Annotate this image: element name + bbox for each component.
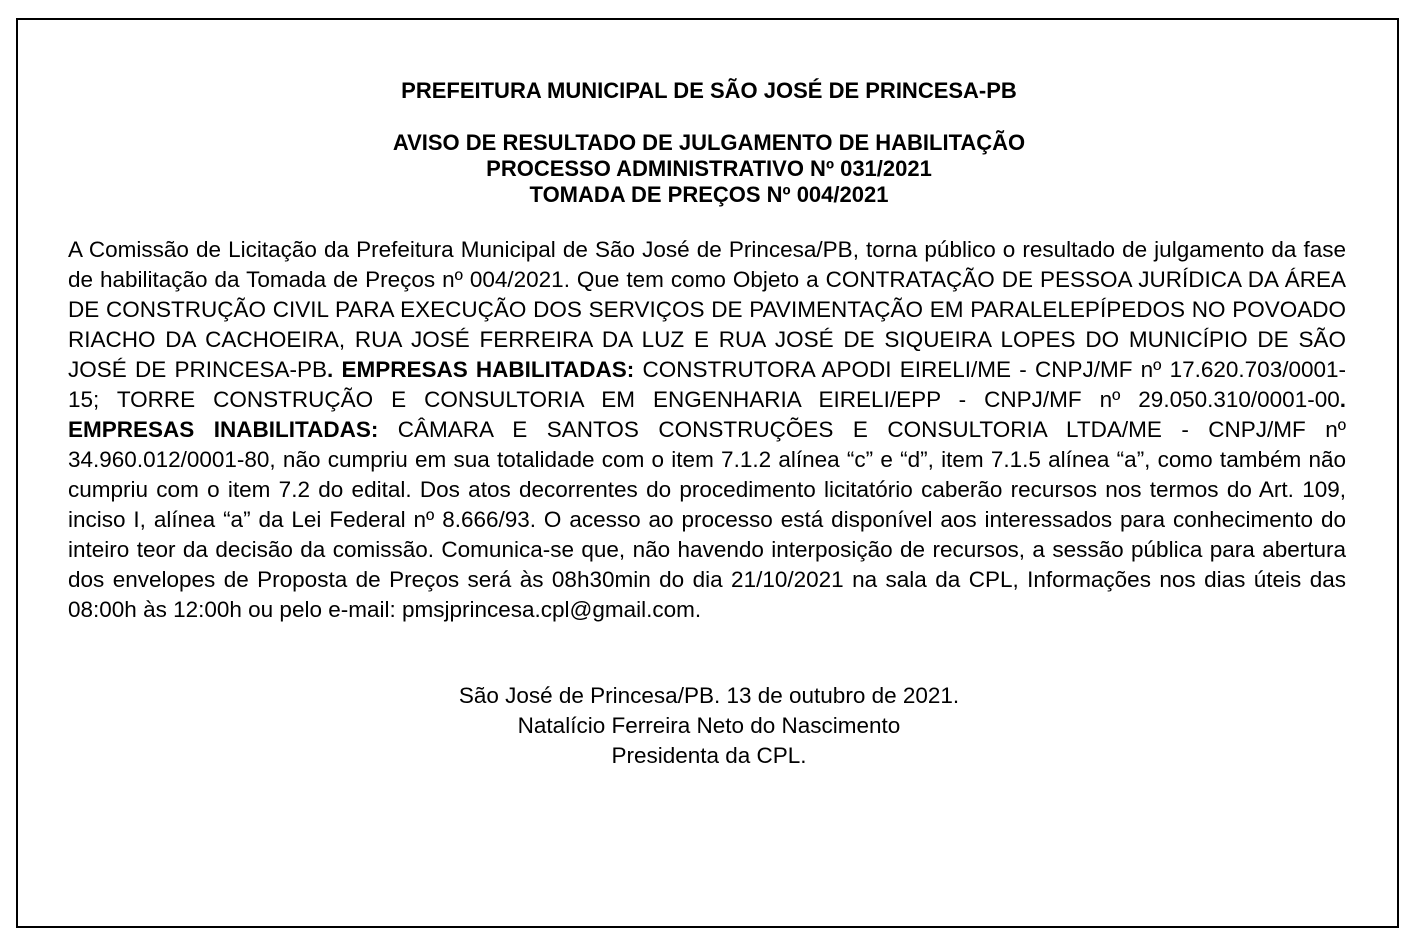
signer-role: Presidenta da CPL. xyxy=(611,743,807,768)
signature-block xyxy=(0,681,1418,771)
habilitadas-text: CONSTRUTORA APODI EIRELI/ME - CNPJ/MF nº 17.620.703/0001-15; TORRE CONSTRUÇÃO E CONSULTORIA EM ENGENHARIA EIRELI/EPP - CNPJ/MF nº 29.050.310/0001-00 xyxy=(68,357,1346,412)
habilitadas-label: . EMPRESAS HABILITADAS: xyxy=(326,357,635,382)
process-number: PROCESSO ADMINISTRATIVO Nº 031/2021 xyxy=(486,156,932,181)
notice-title: AVISO DE RESULTADO DE JULGAMENTO DE HABILITAÇÃO xyxy=(392,130,1026,155)
place-date: São José de Princesa/PB. 13 de outubro de 2021. xyxy=(458,683,960,708)
notice-body xyxy=(68,235,1346,625)
signer-name: Natalício Ferreira Neto do Nascimento xyxy=(517,713,901,738)
tender-number: TOMADA DE PREÇOS Nº 004/2021 xyxy=(529,182,889,207)
notice-title-block xyxy=(0,130,1418,208)
inabilitadas-text: CÂMARA E SANTOS CONSTRUÇÕES E CONSULTORIA LTDA/ME - CNPJ/MF nº 34.960.012/0001-80, não cumpriu em sua totalidade com o item 7.1.2 alínea “c” e “d”, item 7.1.5 alínea “a”, como também não cumpriu com o item 7.2 do edital. Dos atos decorrentes do procedimento licitatório caberão recursos nos termos do Art. 109, inciso I, alínea “a” da Lei Federal nº 8.666/93. O acesso ao processo está disponível aos interessados para conhecimento do inteiro teor da decisão da comissão. Comunica-se que, não havendo interposição de recursos, a sessão pública para abertura dos envelopes de Proposta de Preços será às 08h30min do dia 21/10/2021 na sala da CPL, Informações nos dias úteis das 08:00h às 12:00h ou pelo e-mail: pmsjprincesa.cpl@gmail.com. xyxy=(68,417,1347,622)
organization-heading: PREFEITURA MUNICIPAL DE SÃO JOSÉ DE PRINCESA-PB xyxy=(401,78,1017,103)
intro-text: A Comissão de Licitação da Prefeitura Municipal de São José de Princesa/PB, torna público o resultado de julgamento da fase de habilitação da Tomada de Preços nº 004/2021. Que tem como Objeto a CONTRATAÇÃO DE PESSOA JURÍDICA DA ÁREA DE CONSTRUÇÃO CIVIL PARA EXECUÇÃO DOS SERVIÇOS DE PAVIMENTAÇÃO EM PARALELEPÍPEDOS NO POVOADO RIACHO DA CACHOEIRA, RUA JOSÉ FERREIRA DA LUZ E RUA JOSÉ DE SIQUEIRA LOPES DO MUNICÍPIO DE SÃO JOSÉ DE PRINCESA-PB xyxy=(68,237,1346,382)
inabilitadas-label: . EMPRESAS INABILITADAS: xyxy=(68,387,1346,442)
